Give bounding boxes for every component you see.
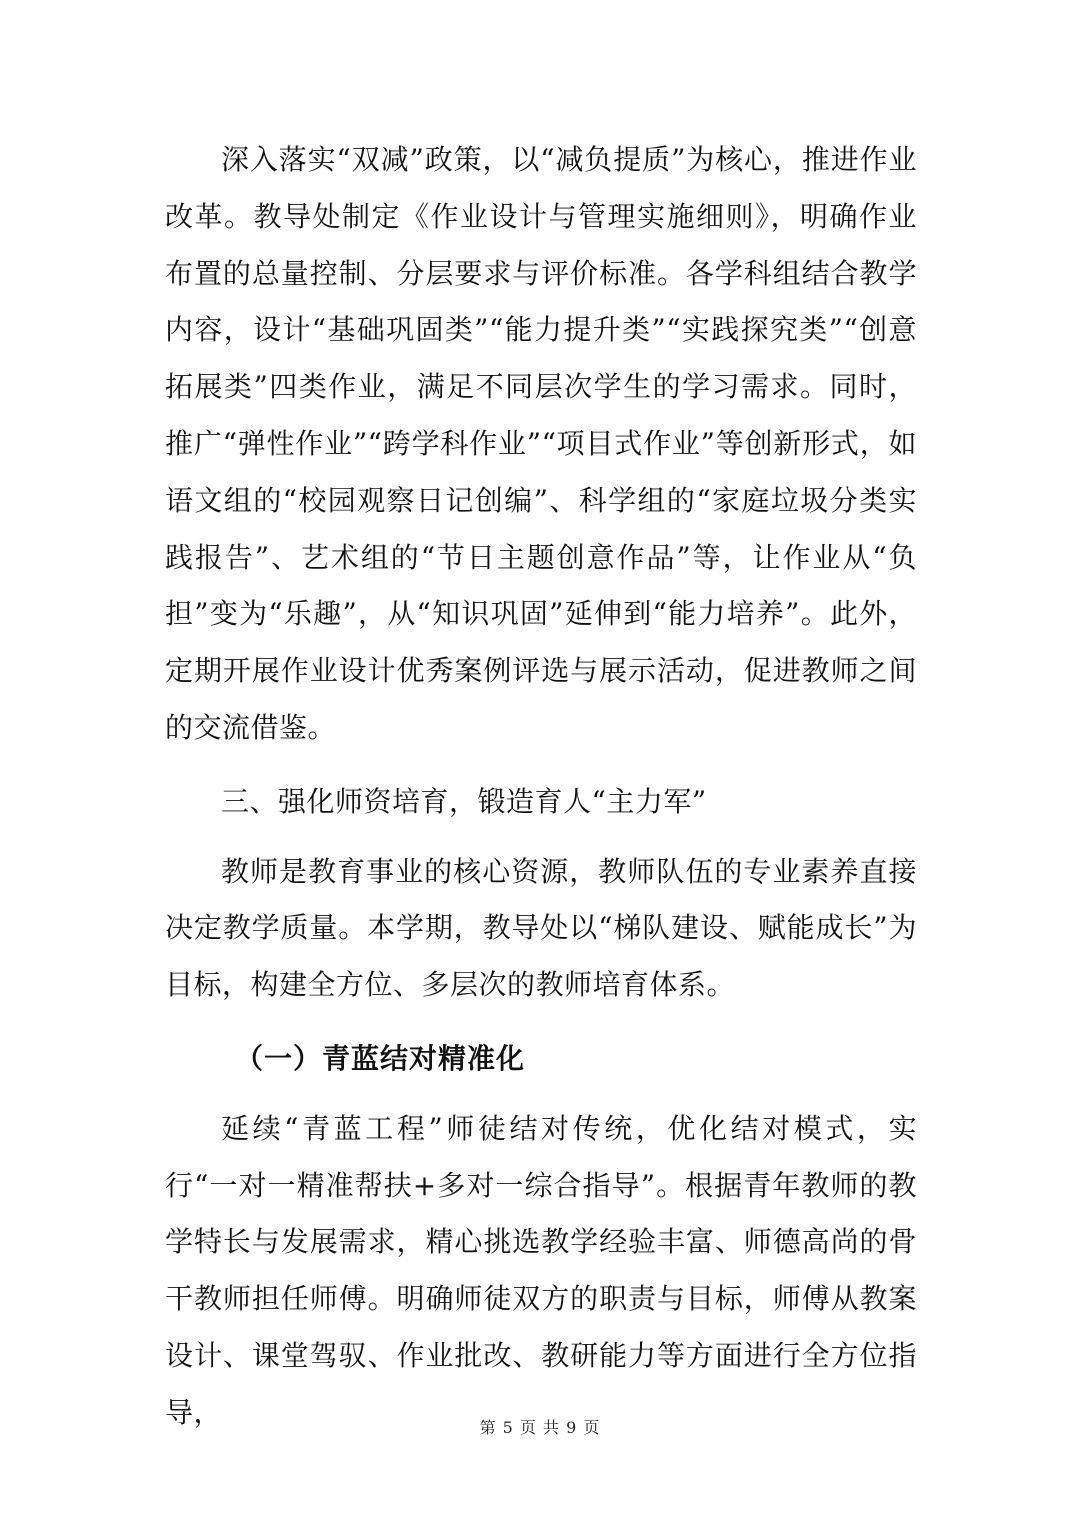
- spacer: [165, 831, 917, 844]
- spacer: [165, 1014, 917, 1031]
- document-body: [165, 132, 917, 1442]
- page-number-footer: 第 5 页 共 9 页: [479, 1418, 601, 1437]
- spacer: [165, 757, 917, 774]
- section-heading-teacher-training: 三、强化师资培育，锻造育人“主力军”: [221, 784, 707, 818]
- paragraph-mentoring: 延续“青蓝工程”师徒结对传统，优化结对模式，实行“一对一精准帮扶+多对一综合指导”。根据青年教师的教学特长与发展需求，精心挑选教学经验丰富、师德高尚的骨干教师担任师傅。明确师徒双方的职责与目标，师傅从教案设计、课堂驾驭、作业批改、教研能力等方面进行全方位指导，: [165, 1111, 917, 1429]
- spacer: [165, 1088, 917, 1101]
- subheading-mentoring: （一）青蓝结对精准化: [235, 1041, 526, 1075]
- paragraph-homework-reform: 深入落实“双减”政策，以“减负提质”为核心，推进作业改革。教导处制定《作业设计与管理实施细则》，明确作业布置的总量控制、分层要求与评价标准。各学科组结合教学内容，设计“基础巩固类”“能力提升类”“实践探究类”“创意拓展类”四类作业，满足不同层次学生的学习需求。同时，推广“弹性作业”“跨学科作业”“项目式作业”等创新形式，如语文组的“校园观察日记创编”、科学组的“家庭垃圾分类实践报告”、艺术组的“节日主题创意作品”等，让作业从“负担”变为“乐趣”，从“知识巩固”延伸到“能力培养”。此外，定期开展作业设计优秀案例评选与展示活动，促进教师之间的交流借鉴。: [165, 143, 917, 744]
- paragraph-teacher-intro: 教师是教育事业的核心资源，教师队伍的专业素养直接决定教学质量。本学期，教导处以“梯队建设、赋能成长”为目标，构建全方位、多层次的教师培育体系。: [165, 854, 917, 1002]
